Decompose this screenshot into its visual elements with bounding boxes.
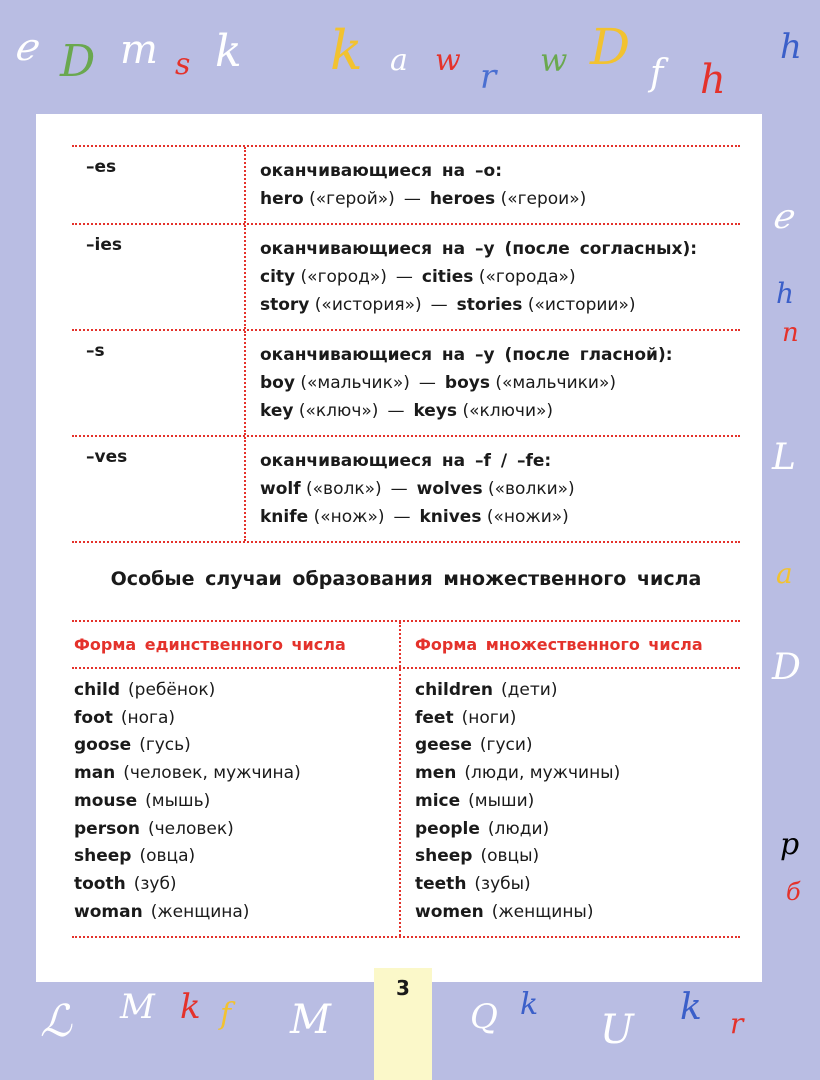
- plural-gloss: («волки»): [488, 479, 575, 499]
- rule-heading: оканчивающиеся на –y (после гласной):: [260, 345, 673, 365]
- plural-gloss: (гуси): [479, 735, 533, 756]
- singular-word: person: [74, 818, 140, 839]
- dash: —: [393, 507, 411, 527]
- rule-row: [72, 145, 740, 225]
- plural-word: children: [415, 680, 494, 700]
- singular-word: key: [260, 401, 294, 421]
- singular-gloss: (женщина): [150, 901, 250, 922]
- plural-word: geese: [415, 735, 472, 756]
- plural-item: [415, 732, 740, 760]
- singular-gloss: («мальчик»): [300, 373, 410, 393]
- page-number: 3: [374, 968, 432, 1080]
- singular-item: [74, 843, 399, 871]
- singular-item: [74, 760, 399, 788]
- plural-word: women: [415, 901, 484, 922]
- plural-gloss: («ключи»): [462, 401, 554, 421]
- rule-heading: оканчивающиеся на –о:: [260, 161, 503, 181]
- rule-description: [246, 437, 740, 541]
- plural-word: feet: [415, 707, 454, 728]
- singular-word: goose: [74, 735, 132, 756]
- singular-gloss: («волк»): [306, 479, 382, 499]
- singular-word: story: [260, 295, 310, 315]
- plural-gloss: (дети): [501, 680, 558, 700]
- singular-item: [74, 732, 399, 760]
- plural-word: stories: [456, 295, 523, 315]
- singular-gloss: («история»): [314, 295, 422, 315]
- plural-word: sheep: [415, 846, 473, 867]
- plural-item: [415, 899, 740, 927]
- rule-heading: оканчивающиеся на –f / –fe:: [260, 451, 552, 471]
- plural-word: teeth: [415, 873, 467, 894]
- dash: —: [430, 295, 448, 315]
- singular-gloss: («ключ»): [298, 401, 379, 421]
- plural-word: boys: [444, 373, 490, 393]
- singular-item: [74, 816, 399, 844]
- rule-example: [260, 397, 740, 425]
- singular-word: boy: [260, 373, 295, 393]
- rule-suffix: –es: [72, 147, 246, 223]
- singular-word: mouse: [74, 790, 138, 811]
- plural-gloss: (овцы): [480, 846, 540, 867]
- singular-item: [74, 705, 399, 733]
- singular-word: tooth: [74, 873, 126, 894]
- dash: —: [387, 401, 405, 421]
- plural-word: knives: [419, 507, 482, 527]
- singular-gloss: («нож»): [313, 507, 385, 527]
- rule-description: [246, 147, 740, 223]
- rule-suffix: –s: [72, 331, 246, 435]
- plural-item: [415, 788, 740, 816]
- singular-gloss: (ребёнок): [128, 680, 216, 700]
- plural-word: mice: [415, 790, 461, 811]
- plural-gloss: («герои»): [500, 189, 587, 209]
- rule-row: [72, 437, 740, 543]
- singular-item: [74, 788, 399, 816]
- rule-row: [72, 225, 740, 331]
- singular-gloss: (нога): [120, 707, 176, 728]
- rule-example: [260, 475, 740, 503]
- plural-gloss: («ножи»): [486, 507, 569, 527]
- plural-gloss: (люди, мужчины): [464, 763, 621, 784]
- plural-item: [415, 677, 740, 705]
- rule-heading: оканчивающиеся на –y (после согласных):: [260, 239, 698, 259]
- plural-gloss: («истории»): [527, 295, 636, 315]
- singular-word: knife: [260, 507, 309, 527]
- plural-gloss: (женщины): [491, 901, 594, 922]
- plural-word: men: [415, 763, 457, 784]
- dash: —: [418, 373, 436, 393]
- singular-gloss: (гусь): [139, 735, 191, 756]
- singular-word: wolf: [260, 479, 301, 499]
- singular-gloss: («город»): [300, 267, 387, 287]
- plural-form-header: Форма множественного числа: [415, 635, 703, 654]
- singular-item: [74, 871, 399, 899]
- plural-word: keys: [413, 401, 458, 421]
- rule-example: [260, 369, 740, 397]
- singular-gloss: («герой»): [309, 189, 395, 209]
- singular-gloss: (зуб): [133, 873, 177, 894]
- plural-gloss: (люди): [487, 818, 550, 839]
- rule-example: [260, 503, 740, 531]
- singular-item: [74, 899, 399, 927]
- plural-rules-table: [72, 145, 740, 543]
- singular-word: sheep: [74, 846, 132, 867]
- plural-item: [415, 760, 740, 788]
- singular-word: city: [260, 267, 296, 287]
- plural-word: wolves: [416, 479, 483, 499]
- singular-word: hero: [260, 189, 304, 209]
- plural-word: cities: [421, 267, 474, 287]
- rule-example: [260, 291, 740, 319]
- plural-word: people: [415, 818, 480, 839]
- singular-form-header: Форма единственного числа: [72, 622, 401, 667]
- singular-gloss: (человек): [147, 818, 234, 839]
- special-cases-title: Особые случаи образования множественного числа: [110, 568, 702, 590]
- singular-word: woman: [74, 901, 143, 922]
- singular-gloss: (мышь): [145, 790, 211, 811]
- singular-item: [74, 677, 399, 705]
- plural-gloss: («мальчики»): [495, 373, 616, 393]
- plural-gloss: (мыши): [468, 790, 535, 811]
- dash: —: [403, 189, 421, 209]
- dash: —: [390, 479, 408, 499]
- rule-description: [246, 331, 740, 435]
- plural-gloss: (ноги): [461, 707, 517, 728]
- singular-word: foot: [74, 707, 113, 728]
- singular-column: [72, 669, 401, 936]
- singular-word: child: [74, 680, 121, 700]
- rule-example: [260, 185, 740, 213]
- rule-suffix: –ves: [72, 437, 246, 541]
- rule-row: [72, 331, 740, 437]
- plural-word: heroes: [429, 189, 496, 209]
- singular-gloss: (человек, мужчина): [123, 763, 301, 784]
- special-cases-body: [72, 669, 740, 938]
- rule-example: [260, 263, 740, 291]
- plural-item: [415, 843, 740, 871]
- singular-gloss: (овца): [139, 846, 196, 867]
- plural-item: [415, 705, 740, 733]
- special-cases-table: [72, 620, 740, 938]
- rule-description: [246, 225, 740, 329]
- plural-item: [415, 816, 740, 844]
- plural-gloss: («города»): [478, 267, 576, 287]
- plural-item: [415, 871, 740, 899]
- dash: —: [395, 267, 413, 287]
- plural-column: [401, 669, 740, 936]
- plural-gloss: (зубы): [474, 873, 531, 894]
- special-cases-header-row: [72, 620, 740, 669]
- rule-suffix: –ies: [72, 225, 246, 329]
- singular-word: man: [74, 763, 116, 784]
